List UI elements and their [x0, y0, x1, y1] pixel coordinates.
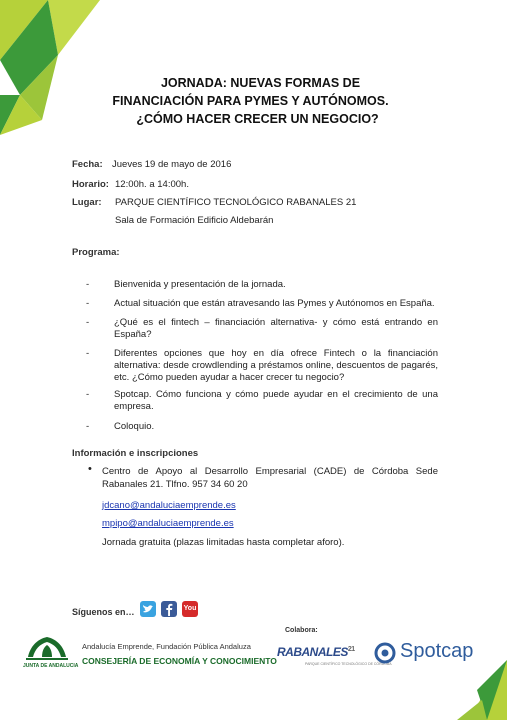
rabanales-subtitle: PARQUE CIENTÍFICO TECNOLÓGICO DE CÓRDOBA [305, 662, 392, 666]
dash-marker: - [86, 421, 90, 432]
facebook-icon[interactable] [161, 601, 177, 617]
fecha-label: Fecha: [72, 159, 103, 170]
programa-item-text: Actual situación que están atravesando las Pymes y Autónomos en España. [114, 298, 435, 309]
corner-decoration-bottom [437, 660, 507, 720]
centro-contacto: Centro de Apoyo al Desarrollo Empresarial (CADE) de Córdoba Sede Rabanales 21. Tlfno. 957 34 60 20 [102, 466, 438, 490]
rabanales-logo-superscript: 21 [347, 646, 355, 653]
colabora-label: Colabora: [285, 627, 318, 634]
lugar-sala: Sala de Formación Edificio Aldebarán [115, 215, 274, 226]
lugar-value: PARQUE CIENTÍFICO TECNOLÓGICO RABANALES 21 [115, 197, 357, 208]
event-title [0, 74, 507, 128]
title-line-1: JORNADA: NUEVAS FORMAS DE [160, 76, 361, 90]
junta-andalucia-logo [22, 633, 72, 665]
rabanales-logo-text: RABANALES [277, 645, 348, 659]
email-link-mpipo[interactable]: mpipo@andaluciaemprende.es [102, 518, 234, 529]
horario-value: 12:00h. a 14:00h. [115, 179, 189, 190]
youtube-icon[interactable]: You [182, 601, 198, 617]
programa-heading: Programa: [72, 247, 120, 258]
jornada-gratuita-note: Jornada gratuita (plazas limitadas hasta completar aforo). [102, 537, 345, 548]
dash-marker: - [86, 389, 90, 400]
spotcap-logo-text: Spotcap [400, 640, 474, 662]
programa-item-text: Spotcap. Cómo funciona y cómo puede ayudar en el crecimiento de una empresa. [114, 389, 438, 412]
siguenos-label: Síguenos en… [72, 607, 135, 617]
fecha-value: Jueves 19 de mayo de 2016 [112, 159, 232, 170]
title-line-2: FINANCIACIÓN PARA PYMES Y AUTÓNOMOS. [112, 94, 389, 108]
bullet-marker: • [88, 463, 92, 475]
dash-marker: - [86, 348, 90, 359]
junta-andalucia-text: JUNTA DE ANDALUCIA [23, 663, 79, 669]
email-link-jdcano[interactable]: jdcano@andaluciaemprende.es [102, 500, 236, 511]
programa-item-text: Diferentes opciones que hoy en día ofrece Fintech o la financiación alternativa: desde crowdlending a préstamos online, descuentos de pagarés, etc. ¿Cómo pueden ayudar a hacer crecer tu negocio? [114, 348, 438, 383]
consejeria-text: CONSEJERÍA DE ECONOMÍA Y CONOCIMIENTO [82, 656, 277, 666]
lugar-label: Lugar: [72, 197, 102, 208]
dash-marker: - [86, 279, 90, 290]
title-line-3: ¿CÓMO HACER CRECER UN NEGOCIO? [136, 112, 379, 126]
spotcap-logo-icon [374, 642, 396, 664]
programa-item-text: Coloquio. [114, 421, 155, 432]
twitter-icon[interactable] [140, 601, 156, 617]
andalucia-emprende-text: Andalucía Emprende, Fundación Pública Andaluza [82, 642, 251, 651]
rabanales-logo [277, 645, 355, 659]
inscripciones-heading: Información e inscripciones [72, 448, 199, 459]
programa-item-text: ¿Qué es el fintech – financiación alternativa- y cómo está entrando en España? [114, 317, 438, 340]
dash-marker: - [86, 317, 90, 328]
horario-label: Horario: [72, 179, 109, 190]
dash-marker: - [86, 298, 90, 309]
programa-item-text: Bienvenida y presentación de la jornada. [114, 279, 286, 290]
